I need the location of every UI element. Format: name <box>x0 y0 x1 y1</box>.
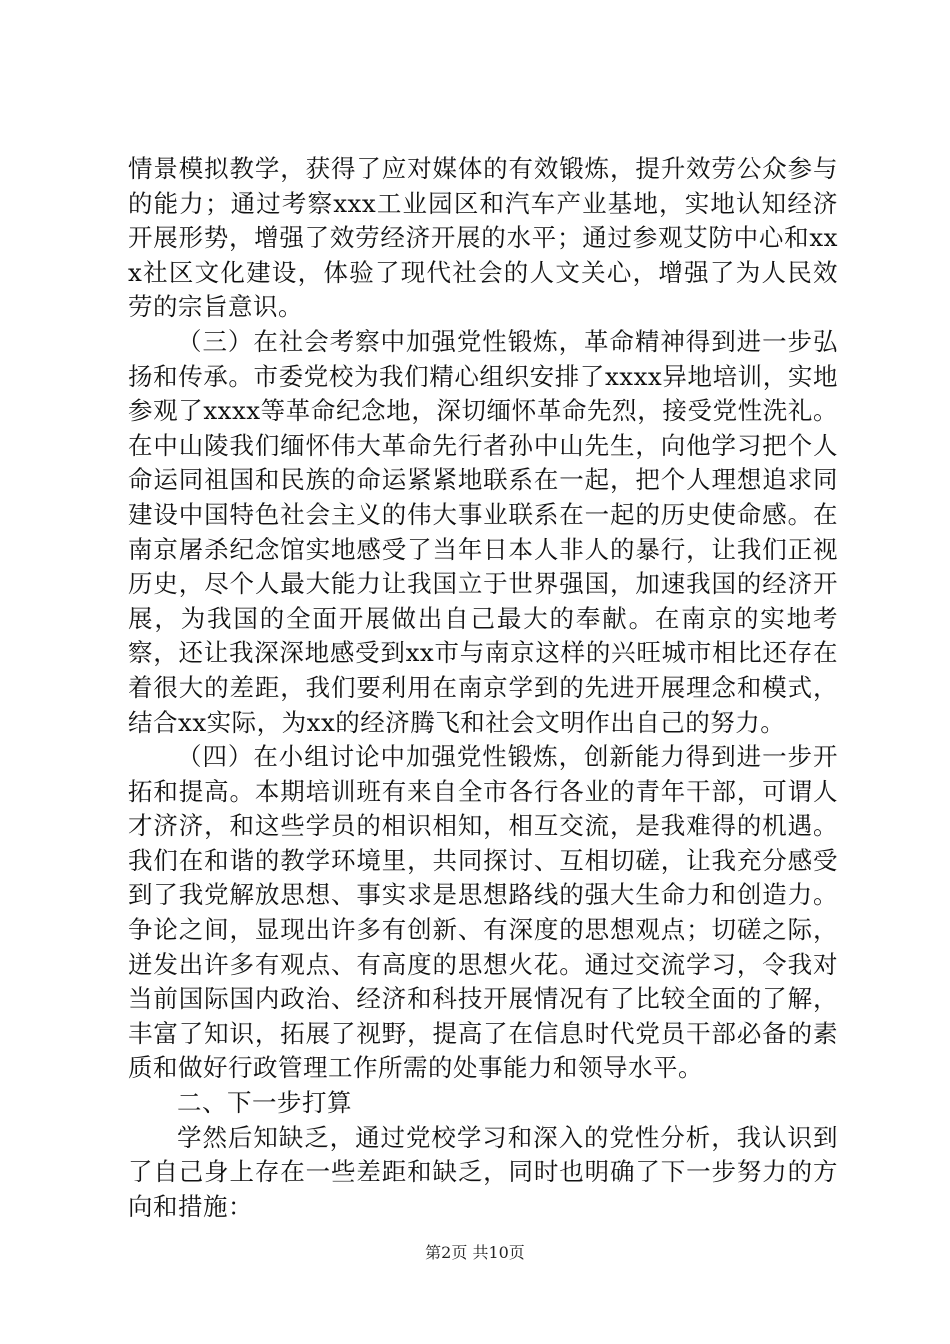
paragraph-continuation: 情景模拟教学，获得了应对媒体的有效锻炼，提升效劳公众参与的能力；通过考察xxx工业园区和汽车产业基地，实地认知经济开展形势，增强了效劳经济开展的水平；通过参观艾防中心和xxx社区文化建设，体验了现代社会的人文关心，增强了为人民效劳的宗旨意识。 <box>128 154 838 322</box>
paragraph-section-3: （三）在社会考察中加强党性锻炼，革命精神得到进一步弘扬和传承。市委党校为我们精心组织安排了xxxx异地培训，实地参观了xxxx等革命纪念地，深切缅怀革命先烈，接受党性洗礼。在中山陵我们缅怀伟大革命先行者孙中山先生，向他学习把个人命运同祖国和民族的命运紧紧地联系在一起，把个人理想追求同建设中国特色社会主义的伟大事业联系在一起的历史使命感。在南京屠杀纪念馆实地感受了当年日本人非人的暴行，让我们正视历史，尽个人最大能力让我国立于世界强国，加速我国的经济开展，为我国的全面开展做出自己最大的奉献。在南京的实地考察，还让我深深地感受到xx市与南京这样的兴旺城市相比还存在着很大的差距，我们要利用在南京学到的先进开展理念和模式，结合xx实际，为xx的经济腾飞和社会文明作出自己的努力。 <box>128 326 838 737</box>
page-number-footer: 第2页 共10页 <box>425 1243 525 1262</box>
section-heading-next-steps: 二、下一步打算 <box>177 1088 352 1118</box>
paragraph-section-4: （四）在小组讨论中加强党性锻炼，创新能力得到进一步开拓和提高。本期培训班有来自全市各行各业的青年干部，可谓人才济济，和这些学员的相识相知，相互交流，是我难得的机遇。我们在和谐的教学环境里，共同探讨、互相切磋，让我充分感受到了我党解放思想、事实求是思想路线的强大生命力和创造力。争论之间，显现出许多有创新、有深度的思想观点；切磋之际，迸发出许多有观点、有高度的思想火花。通过交流学习，令我对当前国际国内政治、经济和科技开展情况有了比较全面的了解，丰富了知识，拓展了视野，提高了在信息时代党员干部必备的素质和做好行政管理工作所需的处事能力和领导水平。 <box>128 742 838 1083</box>
document-body <box>128 152 838 1224</box>
paragraph-next-steps: 学然后知缺乏，通过党校学习和深入的党性分析，我认识到了自己身上存在一些差距和缺乏，同时也明确了下一步努力的方向和措施： <box>128 1122 838 1221</box>
